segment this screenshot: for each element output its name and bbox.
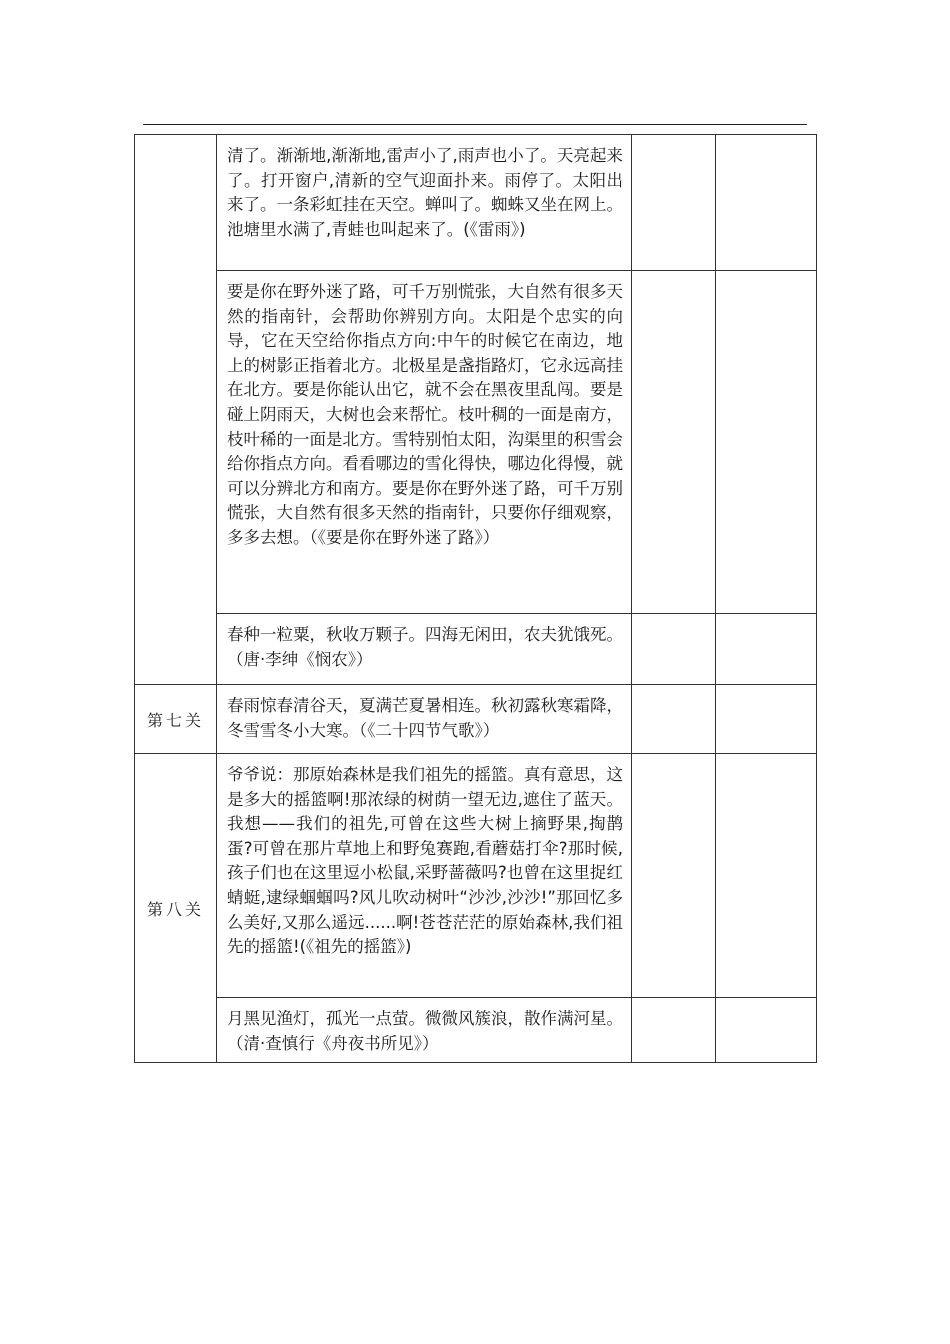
table-row — [135, 271, 817, 614]
blank-cell — [632, 614, 716, 685]
passage-cell: 爷爷说：那原始森林是我们祖先的摇篮。真有意思，这是多大的摇篮啊!那浓绿的树荫一望无边,遮住了蓝天。我想——我们的祖先,可曾在这些大树上摘野果,掏鹊蛋?可曾在那片草地上和野兔赛跑,看蘑菇打伞?那时候,孩子们也在这里逗小松鼠,采野蔷薇吗?也曾在这里捉红蜻蜓,逮绿蝈蝈吗?风儿吹动树叶“沙沙,沙沙!”那回忆多么美好,又那么遥远......啊!苍苍茫茫的原始森林,我们祖先的摇篮!(《祖先的摇篮》) — [217, 754, 632, 998]
table-row — [135, 135, 817, 271]
table-row — [135, 998, 817, 1063]
blank-cell — [716, 998, 817, 1063]
table-row — [135, 754, 817, 998]
level-cell-8: 第八关 — [135, 754, 217, 1063]
table-row — [135, 685, 817, 754]
table-row — [135, 614, 817, 685]
blank-cell — [716, 614, 817, 685]
recitation-table — [134, 134, 817, 1063]
blank-cell — [632, 685, 716, 754]
passage-cell: 清了。渐渐地,渐渐地,雷声小了,雨声也小了。天亮起来了。打开窗户,清新的空气迎面扑来。雨停了。太阳出来了。一条彩虹挂在天空。蝉叫了。蜘蛛又坐在网上。池塘里水满了,青蛙也叫起来了。(《雷雨》) — [217, 135, 632, 271]
passage-cell: 要是你在野外迷了路，可千万别慌张，大自然有很多天然的指南针，会帮助你辨别方向。太阳是个忠实的向导，它在天空给你指点方向:中午的时候它在南边，地上的树影正指着北方。北极星是盏指路灯，它永远高挂在北方。要是你能认出它，就不会在黑夜里乱闯。要是碰上阴雨天，大树也会来帮忙。枝叶稠的一面是南方，枝叶稀的一面是北方。雪特别怕太阳，沟渠里的积雪会给你指点方向。看看哪边的雪化得快，哪边化得慢，就可以分辨北方和南方。要是你在野外迷了路，可千万别慌张，大自然有很多天然的指南针，只要你仔细观察，多多去想。（《要是你在野外迷了路》） — [217, 271, 632, 614]
blank-cell — [716, 135, 817, 271]
blank-cell — [716, 754, 817, 998]
passage-cell: 春雨惊春清谷天，夏满芒夏暑相连。秋初露秋寒霜降，冬雪雪冬小大寒。（《二十四节气歌》） — [217, 685, 632, 754]
blank-cell — [716, 685, 817, 754]
passage-cell: 春种一粒粟，秋收万颗子。四海无闲田，农夫犹饿死。（唐·李绅《悯农》） — [217, 614, 632, 685]
blank-cell — [716, 271, 817, 614]
level-cell-6 — [135, 135, 217, 685]
blank-cell — [632, 754, 716, 998]
passage-cell: 月黑见渔灯，孤光一点萤。微微风簇浪，散作满河星。（清·查慎行《舟夜书所见》） — [217, 998, 632, 1063]
blank-cell — [632, 998, 716, 1063]
blank-cell — [632, 271, 716, 614]
header-rule — [143, 124, 807, 125]
level-cell-7: 第七关 — [135, 685, 217, 754]
blank-cell — [632, 135, 716, 271]
